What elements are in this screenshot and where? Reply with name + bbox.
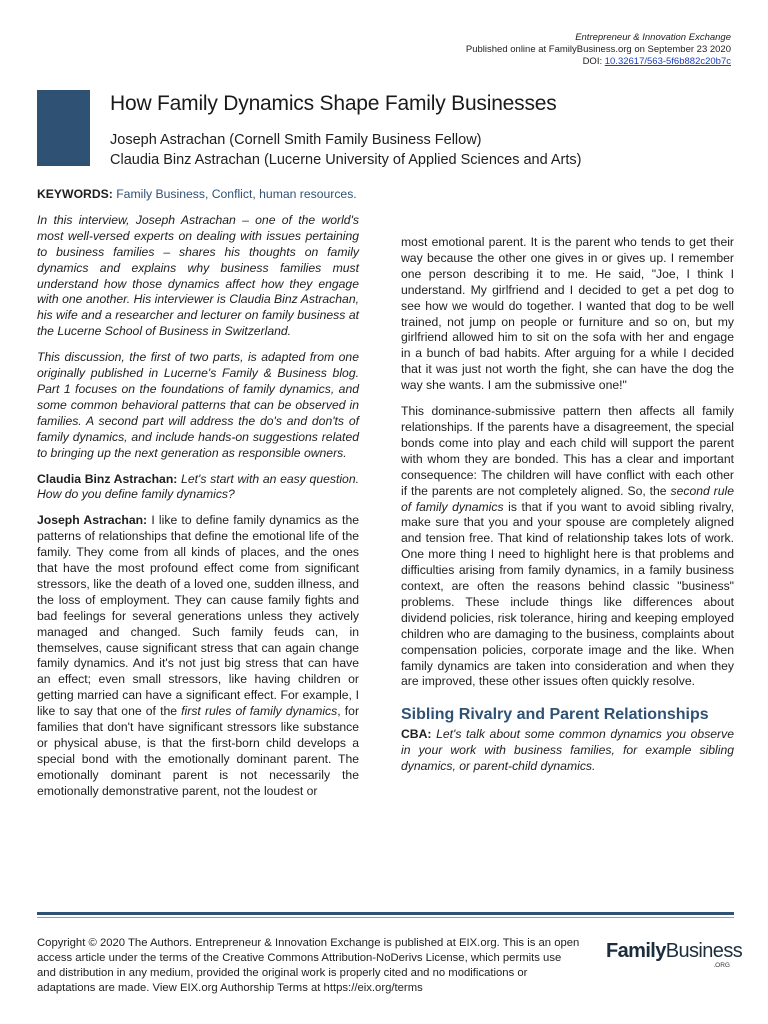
intro-paragraph-1: In this interview, Joseph Astrachan – one of the world's most well-versed experts on dealing with issues pertaining to business families – shares his thoughts on family dynamics and explains why business families must understand how those dynamics affect how they engage with one another. His interviewer is Claudia Binz Astrachan, his wife and a researcher and lecturer on family business at the Lucerne School of Business in Switzerland.: [37, 212, 359, 339]
doi-link[interactable]: 10.32617/563-5f6b882c20b7c: [604, 56, 731, 67]
dominance-paragraph: This dominance-submissive pattern then affects all family relationships. If the parents have a disagreement, the special bonds come into play and each child will support the parent with whom they are bonded. This has a clear and important consequence: The children will have conflict with each other if the parents are not completely aligned. So, the second rule of family dynamics is that if you want to avoid sibling rivalry, make sure that you and your spouse are completely aligned and tension free. That kind of relationship takes lots of work. One more thing I need to highlight here is that problems and difficulties arising from family dynamics, in a family business context, are often the reasons behind classic "business" problems. These include things like differences about dividend policies, risk tolerance, hiring and keeping employed children who are damaging to the business, complaints about compensation policies, corporate image and the like. When family dynamics are taken into consideration and when they are improved, these other issues often quickly resolve.: [401, 404, 735, 689]
keywords-label: KEYWORDS:: [37, 187, 113, 201]
footer-rule-thin: [37, 917, 734, 918]
copyright-notice: Copyright © 2020 The Authors. Entrepreneur & Innovation Exchange is published at EIX.org. This is an open access article under the terms of the Creative Commons Attribution-NoDerivs License, which permits use and distribution in any medium, provided the original work is properly cited and no modifications or adaptations are made. View EIX.org Authorship Terms at https://eix.org/terms: [37, 937, 580, 994]
question-2-text: Let's talk about some common dynamics you observe in your work with business families, for example sibling dynamics, or parent-child dynamics.: [401, 727, 734, 774]
familybusiness-logo: [606, 940, 743, 970]
right-column: [401, 235, 734, 785]
article-title: How Family Dynamics Shape Family Businesses: [110, 92, 557, 115]
section-heading: Sibling Rivalry and Parent Relationships: [401, 706, 709, 724]
question-1-text: Let's start with an easy question. How do you define family dynamics?: [37, 471, 360, 502]
doi-line: [466, 56, 731, 68]
author-2: Claudia Binz Astrachan (Lucerne University of Applied Sciences and Arts): [110, 152, 582, 168]
publication-line: Published online at FamilyBusiness.org on September 23 2020: [465, 44, 731, 55]
question-1-speaker: Claudia Binz Astrachan:: [37, 471, 178, 486]
doi-label: DOI:: [582, 56, 605, 67]
second-rule-emphasis: second rule of family dynamics: [401, 483, 735, 514]
page-header: [466, 32, 731, 68]
left-column: [37, 187, 359, 810]
journal-name: Entrepreneur & Innovation Exchange: [575, 32, 731, 43]
dog-anecdote-paragraph: most emotional parent. It is the parent who tends to get their way because the other one gives in or gives up. I remember one person describing it to me. He said, "Joe, I think I understand. My girlfriend and I decided to get a pet dog to see how we would do together. I wanted that dog to be well trained, not jump on people or furniture and so on, but my girlfriend allowed him to sit on the sofa with her and engage in a bunch of bad habits. After arguing for a while I decided that it was just not worth the fight, she can have the dog the way she wants. I am the submissive one!": [401, 235, 734, 393]
intro-paragraph-2: This discussion, the first of two parts, is adapted from one originally published in Lucerne's Family & Business blog. Part 1 focuses on the foundations of family dynamics, and some common behavioral patterns that can be observed in families. A second part will address the do's and don'ts of family dynamics, and include hands-on suggestions related to bringing up the next generation as responsible owners.: [37, 350, 359, 460]
answer-1-speaker: Joseph Astrachan:: [37, 513, 148, 528]
first-rule-emphasis: first rules of family dynamics: [181, 704, 338, 719]
logo-suffix: .ORG: [713, 962, 730, 969]
logo-family: Family: [606, 940, 666, 962]
answer-1: Joseph Astrachan: I like to define family dynamics as the patterns of relationships that define the emotional life of the family. They come from all kinds of places, and the ones that have the most profound effect come from significant stressors, like the death of a loved one, sudden illness, and the loss of employment. They can cause family fights and bad feelings for several generations unless they actively managed and changed. Such family feuds can, in themselves, cause significant stress that can again change family dynamics. And it's not just big stress that can have an effect; even small stressors, like having children or getting married can have a significant effect. For example, I like to say that one of the first rules of family dynamics, for families that don't have significant stressors like substance or physical abuse, is that the first-born child develops a special bond with the emotionally dominant parent. The emotionally dominant parent is not necessarily the emotionally demonstrative parent, not the loudest or: [37, 513, 359, 798]
author-list: [110, 130, 582, 170]
question-2-speaker: CBA:: [401, 727, 432, 742]
question-1: [37, 472, 359, 504]
question-2: [401, 727, 734, 775]
keywords: [37, 187, 359, 203]
footer-rule: [37, 912, 734, 915]
author-1: Joseph Astrachan (Cornell Smith Family Business Fellow): [110, 132, 482, 148]
title-accent-block: [37, 90, 90, 166]
logo-business: Business: [665, 940, 743, 962]
keywords-value: Family Business, Conflict, human resources.: [116, 187, 357, 201]
